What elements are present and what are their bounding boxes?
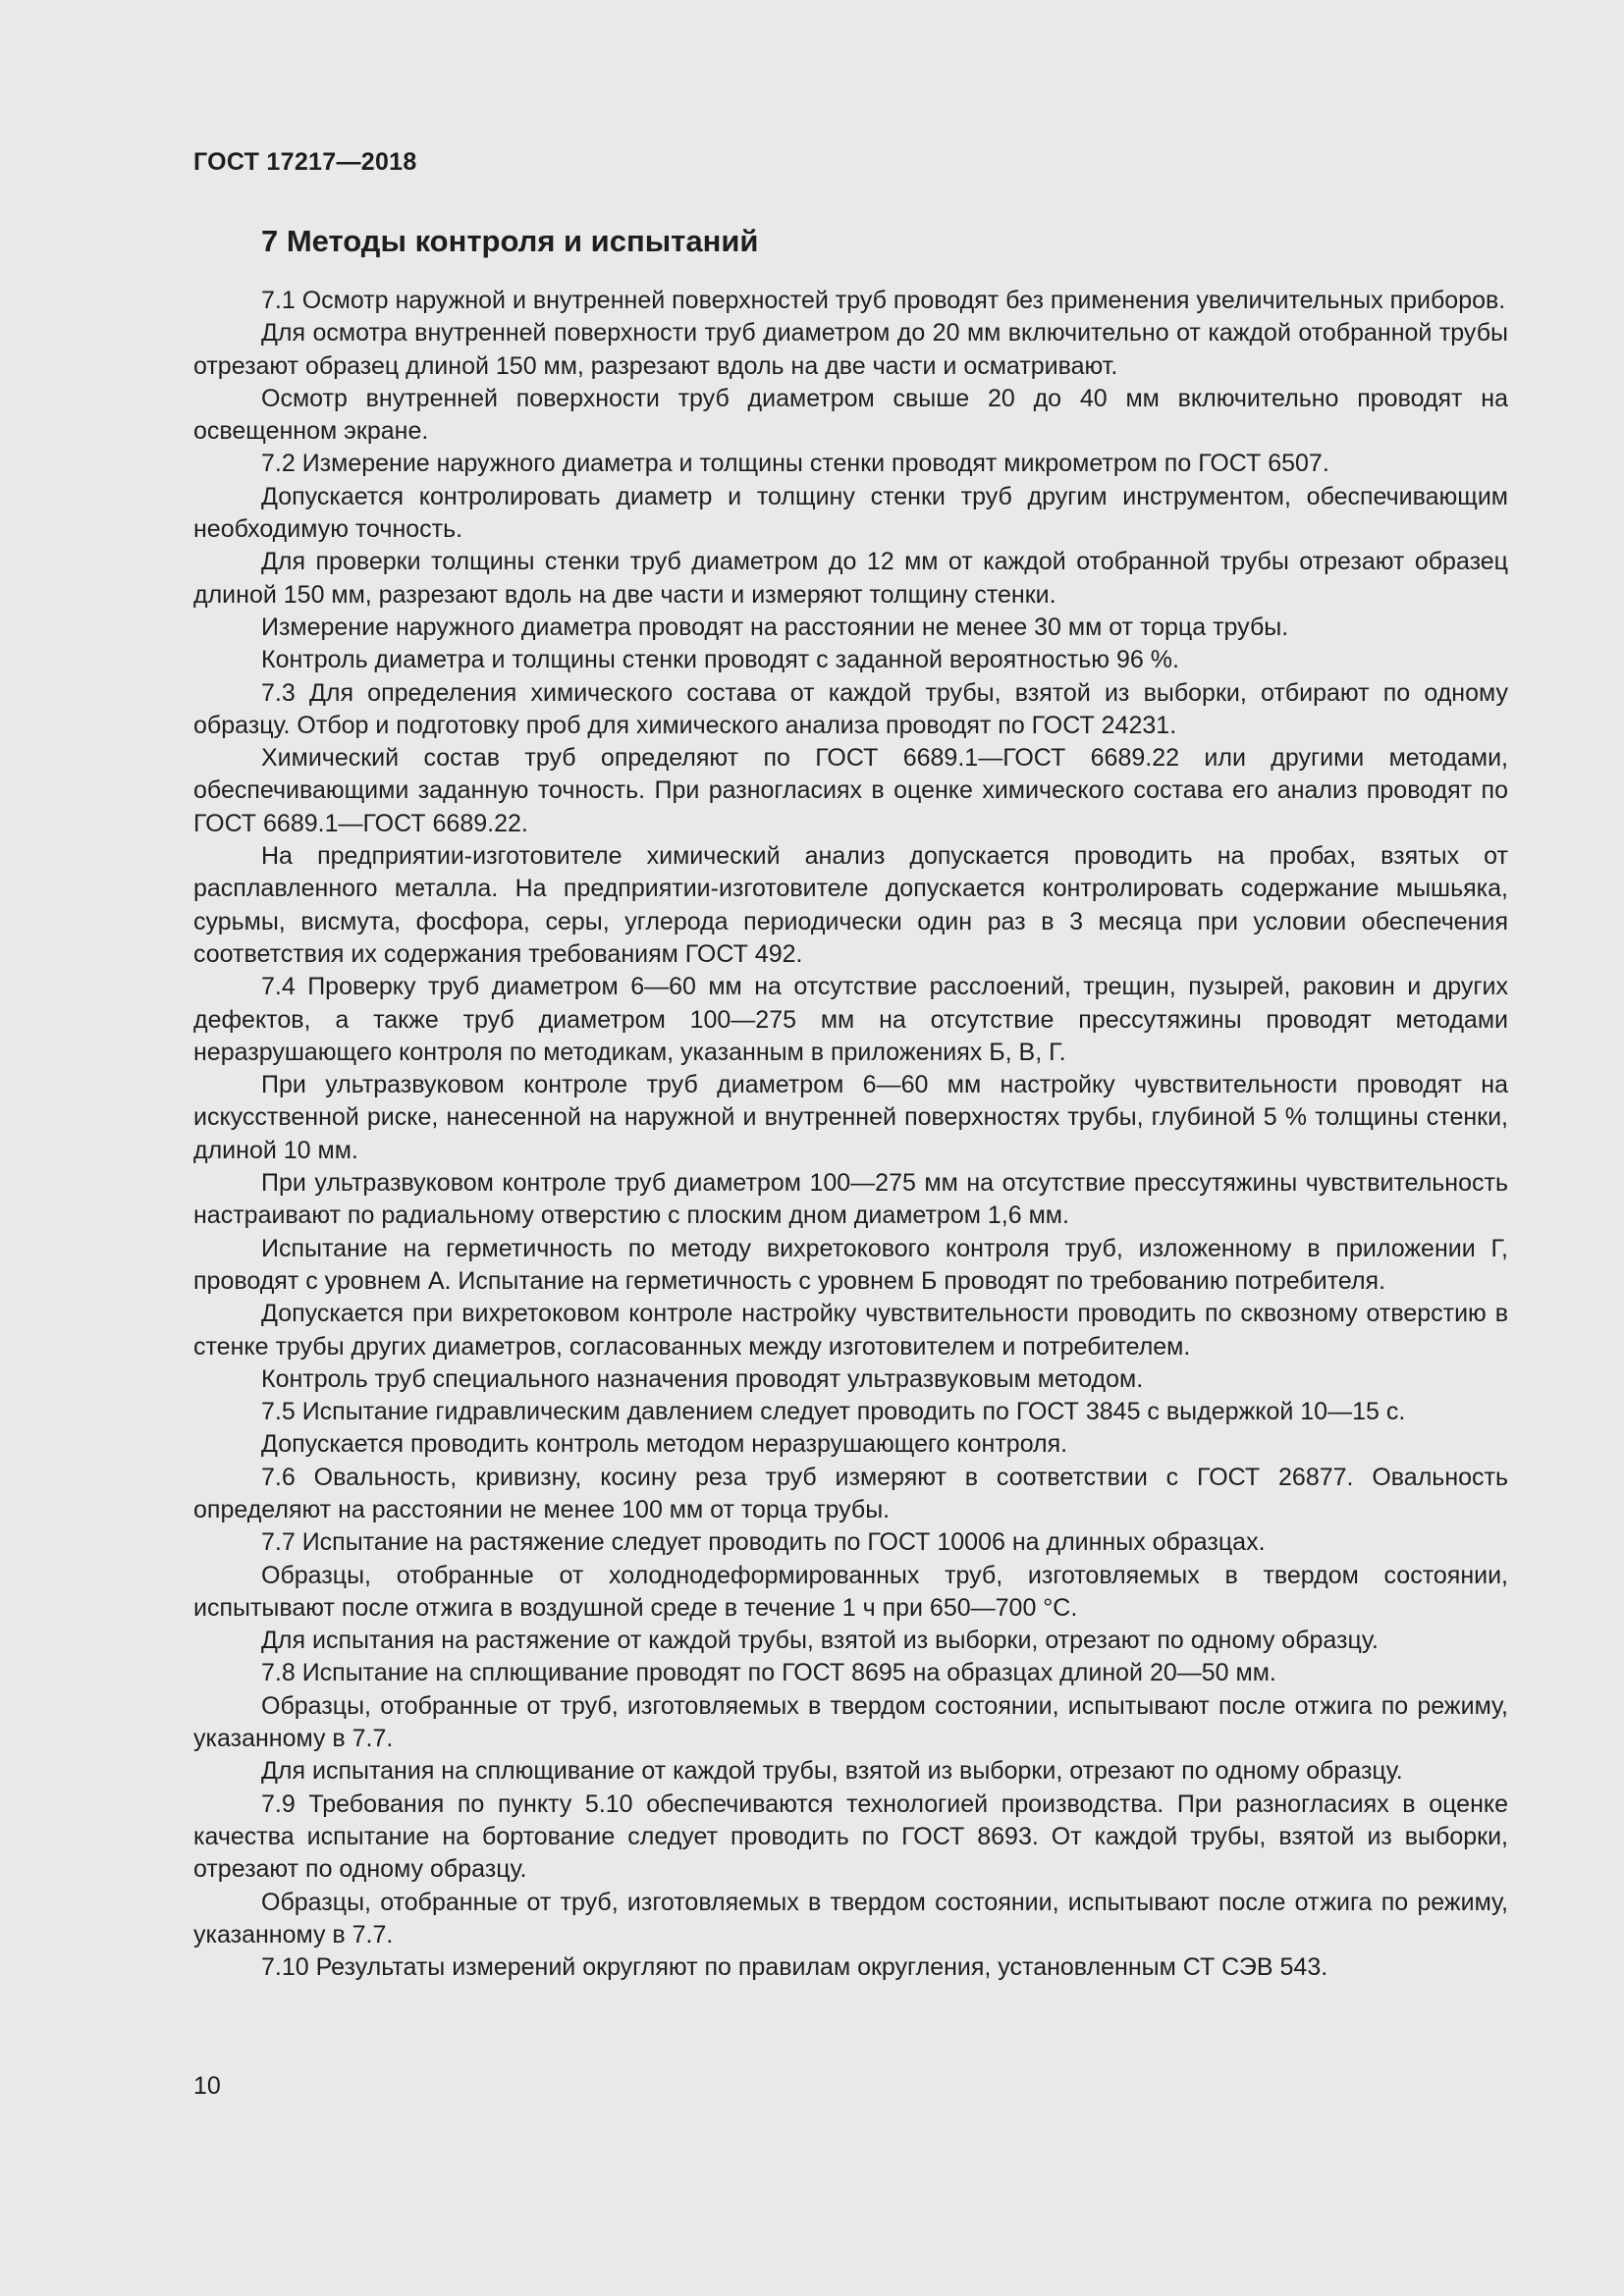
paragraph: При ультразвуковом контроле труб диаметром 100—275 мм на отсутствие прессутяжины чувствительность настраивают по радиальному отверстию с плоским дном диаметром 1,6 мм. [193,1169,1508,1230]
paragraph: 7.9 Требования по пункту 5.10 обеспечиваются технологией производства. При разногласиях в оценке качества испытание на бортование следует проводить по ГОСТ 8693. От каждой трубы, взятой из выборки, отрезают по одному образцу. [193,1789,1508,1884]
paragraph: 7.3 Для определения химического состава от каждой трубы, взятой из выборки, отбирают по одному образцу. Отбор и подготовку проб для химического анализа проводят по ГОСТ 24231. [193,678,1508,739]
paragraph: Для испытания на растяжение от каждой трубы, взятой из выборки, отрезают по одному образцу. [261,1627,1379,1655]
paragraph: Измерение наружного диаметра проводят на расстоянии не менее 30 мм от торца трубы. [261,613,1289,641]
paragraph: 7.8 Испытание на сплющивание проводят по ГОСТ 8695 на образцах длиной 20—50 мм. [261,1659,1276,1687]
paragraph: 7.4 Проверку труб диаметром 6—60 мм на отсутствие расслоений, трещин, пузырей, раковин и других дефектов, а также труб диаметром 100—275 мм на отсутствие прессутяжины проводят методами неразрушающего контроля по методикам, указанным в приложениях Б, В, Г. [193,973,1508,1066]
paragraph: Образцы, отобранные от труб, изготовляемых в твердом состоянии, испытывают после отжига по режиму, указанному в 7.7. [193,1691,1508,1753]
paragraph: Образцы, отобранные от труб, изготовляемых в твердом состоянии, испытывают после отжига по режиму, указанному в 7.7. [193,1888,1508,1949]
paragraph: 7.6 Овальность, кривизну, косину реза труб измеряют в соответствии с ГОСТ 26877. Овальность определяют на расстоянии не менее 100 мм от торца трубы. [193,1463,1508,1523]
paragraph: Испытание на герметичность по методу вихретокового контроля труб, изложенному в приложении Г, проводят с уровнем А. Испытание на герметичность с уровнем Б проводят по требованию потребителя. [193,1234,1508,1295]
section-title: 7 Методы контроля и испытаний [261,224,759,258]
section-body [193,285,1508,1984]
paragraph: Для осмотра внутренней поверхности труб диаметром до 20 мм включительно от каждой отобранной трубы отрезают образец длиной 150 мм, разрезают вдоль на две части и осматривают. [193,319,1508,380]
standard-code-header: ГОСТ 17217—2018 [193,148,417,176]
paragraph: Контроль диаметра и толщины стенки проводят с заданной вероятностью 96 %. [261,646,1179,674]
paragraph: Для испытания на сплющивание от каждой трубы, взятой из выборки, отрезают по одному образцу. [261,1757,1403,1786]
paragraph: Осмотр внутренней поверхности труб диаметром свыше 20 до 40 мм включительно проводят на освещенном экране. [193,384,1508,446]
paragraph: Допускается проводить контроль методом неразрушающего контроля. [261,1430,1068,1459]
paragraph: Контроль труб специального назначения проводят ультразвуковым методом. [261,1364,1144,1393]
paragraph: На предприятии-изготовителе химический анализ допускается проводить на пробах, взятых от расплавленного металла. На предприятии-изготовителе допускается контролировать содержание мышьяка, сурьмы, висмута, фосфора, серы, углерода периодически один раз в 3 месяца при условии обеспечения соответствия их содержания требованиям ГОСТ 492. [193,842,1508,968]
paragraph: 7.7 Испытание на растяжение следует проводить по ГОСТ 10006 на длинных образцах. [261,1528,1266,1557]
paragraph: Для проверки толщины стенки труб диаметром до 12 мм от каждой отобранной трубы отрезают образец длиной 150 мм, разрезают вдоль на две части и измеряют толщину стенки. [193,548,1508,609]
paragraph: Допускается контролировать диаметр и толщину стенки труб другим инструментом, обеспечивающим необходимую точность. [193,482,1508,544]
paragraph: Допускается при вихретоковом контроле настройку чувствительности проводить по сквозному отверстию в стенке трубы других диаметров, согласованных между изготовителем и потребителем. [193,1300,1508,1361]
page-number: 10 [193,2072,221,2100]
paragraph: При ультразвуковом контроле труб диаметром 6—60 мм настройку чувствительности проводят на искусственной риске, нанесенной на наружной и внутренней поверхностях трубы, глубиной 5 % толщины стенки, длиной 10 мм. [193,1071,1508,1164]
paragraph: 7.10 Результаты измерений округляют по правилам округления, установленным СТ СЭВ 543. [261,1953,1328,1982]
paragraph: Образцы, отобранные от холоднодеформированных труб, изготовляемых в твердом состоянии, испытывают после отжига в воздушной среде в течение 1 ч при 650—700 °С. [193,1561,1508,1622]
paragraph: 7.1 Осмотр наружной и внутренней поверхностей труб проводят без применения увеличительных приборов. [261,287,1506,314]
paragraph: 7.2 Измерение наружного диаметра и толщины стенки проводят микрометром по ГОСТ 6507. [261,450,1329,478]
paragraph: 7.5 Испытание гидравлическим давлением следует проводить по ГОСТ 3845 с выдержкой 10—15 с. [261,1398,1406,1426]
paragraph: Химический состав труб определяют по ГОСТ 6689.1—ГОСТ 6689.22 или другими методами, обеспечивающими заданную точность. При разногласиях в оценке химического состава его анализ проводят по ГОСТ 6689.1—ГОСТ 6689.22. [193,744,1508,837]
